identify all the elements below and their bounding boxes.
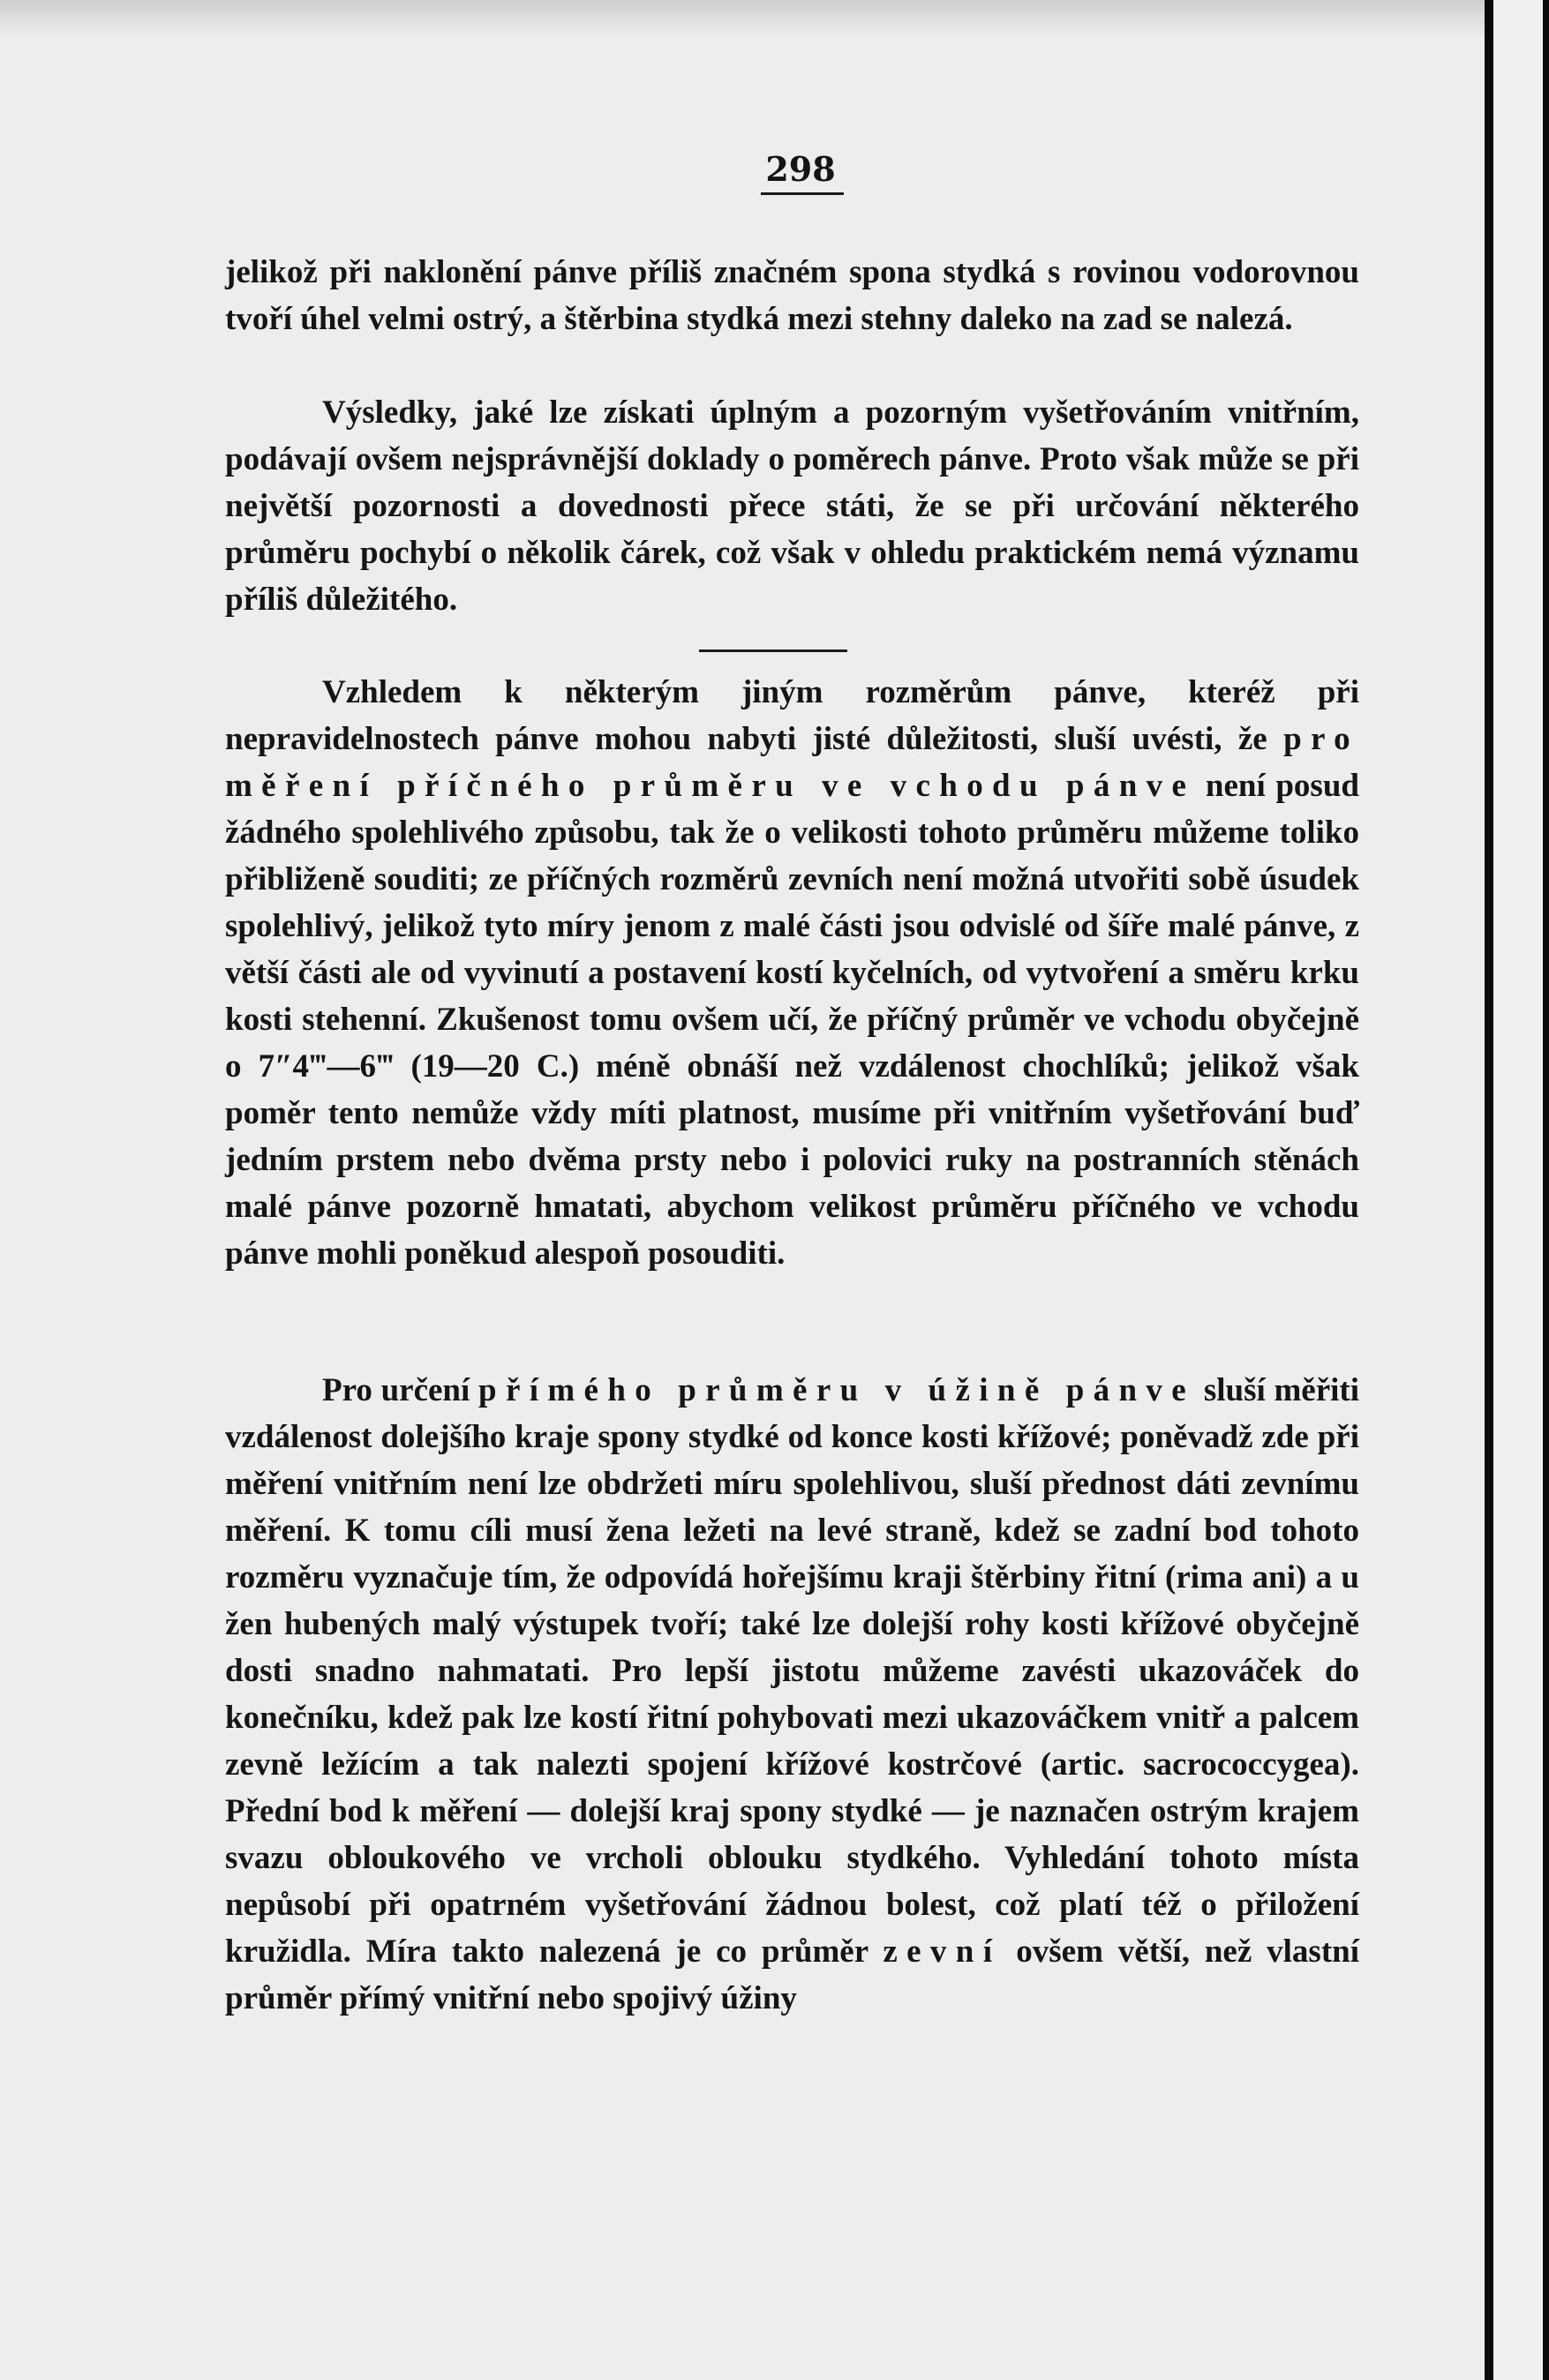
page-top-shadow [0, 0, 1485, 37]
paragraph-3 [225, 669, 1359, 1277]
paragraph-3-text-a: Vzhledem k některým jiným rozměrům pánve, kteréž při nepravidelnostech pánve mohou nabyti jisté důležitosti, sluší uvésti, že [225, 674, 1359, 757]
paragraph-3-spaced-emphasis: pro měření příčného průměru ve vchodu pánve [225, 721, 1359, 804]
scan-right-border [1485, 0, 1549, 2380]
paragraph-4-spaced-emphasis: přímého průměru v úžině pánve [478, 1372, 1196, 1408]
paragraph-4-text-b: sluší měřiti vzdálenost dolejšího kraje spony stydké od konce kosti křížové; poněvadž zde při měření vnitřním není lze obdržeti míru spolehlivou, sluší přednost dáti zevnímu měření. K tomu cíli musí žena ležeti na levé straně, kdež se zadní bod tohoto rozměru vyznačuje tím, že odpovídá hořejšímu kraji štěrbiny řitní (rima ani) a u žen hubených malý výstupek tvoří; také lze dolejší rohy kosti křížové obyčejně dosti snadno nahmatati. Pro lepší jistotu můžeme zavésti ukazováček do konečníku, kdež pak lze kostí řitní pohybovati mezi ukazováčkem vnitř a palcem zevně ležícím a tak nalezti spojení křížové kostrčové (artic. sacrococcygea). Přední bod k měření — dolejší kraj spony stydké — je naznačen ostrým krajem svazu obloukového ve vrcholi oblouku stydkého. Vyhledání tohoto místa nepůsobí při opatrném vyšetřování žádnou bolest, což platí též o přiložení kružidla. Míra takto nalezená je co průměr [225, 1372, 1360, 1970]
paragraph-3-text-b: není posud žádného spolehlivého způsobu, tak že o velikosti tohoto průměru můžeme toliko přibliženě souditi; ze příčných rozměrů zevních není možná utvořiti sobě úsudek spolehlivý, jelikož tyto míry jenom z malé části jsou odvislé od šíře malé pánve, z větší části ale od vyvinutí a postavení kostí kyčelních, od vytvoření a směru krku kosti stehenní. Zkušenost tomu ovšem učí, že příčný průměr ve vchodu obyčejně o 7″4‴—6‴ (19—20 C.) méně obnáší než vzdálenost chochlíků; jelikož však poměr tento nemůže vždy míti platnost, musíme při vnitřním vyšetřování buď jedním prstem nebo dvěma prsty nebo i polovici ruky na postranních stěnách malé pánve pozorně hmatati, abychom velikost průměru příčného ve vchodu pánve mohli poněkud alespoň posouditi. [225, 768, 1359, 1272]
section-separator [699, 649, 847, 652]
paragraph-4-spaced-emphasis-2: zevní [883, 1933, 1002, 1970]
paragraph-4-text-c: ovšem větší, než vlastní průměr přímý vnitřní nebo spojivý úžiny [225, 1933, 1360, 2016]
paragraph-4-text-a: Pro určení [322, 1372, 470, 1408]
page-number: 298 [765, 149, 836, 189]
paragraph-1: jelikož při naklonění pánve příliš značném spona stydká s rovinou vodorovnou tvoří úhel velmi ostrý, a štěrbina stydká mezi stehny daleko na zad se nalezá. [225, 254, 1359, 337]
paragraph-2: Výsledky, jaké lze získati úplným a pozorným vyšetřováním vnitřním, podávají ovšem nejsprávnější doklady o poměrech pánve. Proto však může se při největší pozornosti a dovednosti přece státi, že se při určování některého průměru pochybí o několik čárek, což však v ohledu praktickém nemá významu příliš důležitého. [225, 394, 1359, 618]
paragraph-4 [225, 1367, 1359, 2022]
next-page-edge [1493, 0, 1543, 2380]
page-number-underline [761, 192, 844, 195]
